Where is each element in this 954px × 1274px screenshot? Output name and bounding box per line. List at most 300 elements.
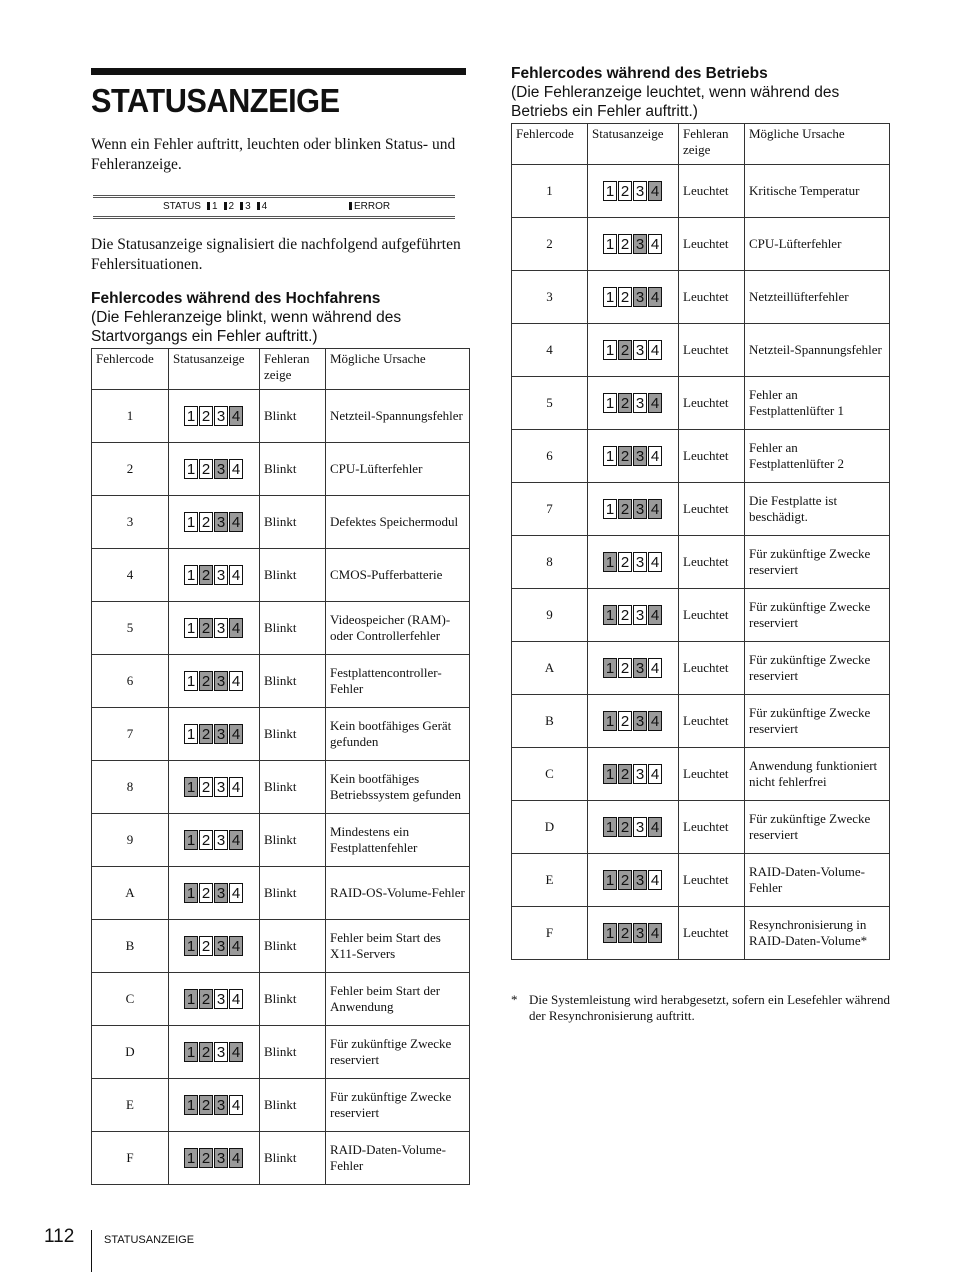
led-indicator-2-on: 2 xyxy=(199,1095,213,1115)
status-leds-cell xyxy=(588,536,679,589)
led-indicator-3-off: 3 xyxy=(633,764,647,784)
error-indicator-cell: Leuchtet xyxy=(679,218,745,271)
table-row xyxy=(92,602,470,655)
column-header: Fehleran zeige xyxy=(679,124,745,165)
led-indicator-4-on: 4 xyxy=(648,711,662,731)
table-row xyxy=(512,271,890,324)
error-code-cell: 8 xyxy=(512,536,588,589)
table-row xyxy=(92,920,470,973)
led-indicator-2-on: 2 xyxy=(618,764,632,784)
led-label-3: 3 xyxy=(245,201,251,212)
led-tick-icon xyxy=(224,202,227,210)
possible-cause-cell: Kein bootfähiges Gerät gefunden xyxy=(326,708,470,761)
footer-divider xyxy=(91,1230,92,1272)
led-indicator-4-on: 4 xyxy=(648,181,662,201)
led-indicator-2-on: 2 xyxy=(199,618,213,638)
led-indicator-2-off: 2 xyxy=(618,287,632,307)
table-row xyxy=(512,748,890,801)
error-indicator-cell: Blinkt xyxy=(260,1132,326,1185)
led-indicator-1-off: 1 xyxy=(184,459,198,479)
table-row xyxy=(92,443,470,496)
table-header-row xyxy=(512,124,890,165)
led-indicator-3-on: 3 xyxy=(633,499,647,519)
status-label: STATUS xyxy=(163,201,201,212)
status-led-group xyxy=(603,764,662,784)
operation-table-body xyxy=(512,165,890,960)
status-led-group xyxy=(603,605,662,625)
status-led-group xyxy=(603,870,662,890)
status-leds-cell xyxy=(169,761,260,814)
table-row xyxy=(512,324,890,377)
error-code-cell: D xyxy=(92,1026,169,1079)
led-indicator-4-on: 4 xyxy=(648,393,662,413)
column-header: Mögliche Ursache xyxy=(326,349,470,390)
led-indicator-4-off: 4 xyxy=(229,883,243,903)
possible-cause-cell: Anwendung funktioniert nicht fehlerfrei xyxy=(745,748,890,801)
status-led-group xyxy=(184,724,243,744)
led-indicator-3-off: 3 xyxy=(633,181,647,201)
error-indicator-cell: Leuchtet xyxy=(679,801,745,854)
led-indicator-2-off: 2 xyxy=(199,883,213,903)
led-indicator-4-on: 4 xyxy=(648,923,662,943)
led-indicator-1-on: 1 xyxy=(603,605,617,625)
led-indicator-4-on: 4 xyxy=(648,605,662,625)
table-row xyxy=(92,867,470,920)
error-code-cell: 7 xyxy=(512,483,588,536)
led-indicator-1-on: 1 xyxy=(184,1042,198,1062)
boot-heading: Fehlercodes während des Hochfahrens xyxy=(91,290,381,307)
led-indicator-1-on: 1 xyxy=(603,764,617,784)
error-code-cell: 5 xyxy=(512,377,588,430)
led-indicator-1-on: 1 xyxy=(603,711,617,731)
led-indicator-1-on: 1 xyxy=(603,658,617,678)
left-column xyxy=(91,68,468,1185)
status-leds-cell xyxy=(588,642,679,695)
led-indicator-3-on: 3 xyxy=(214,724,228,744)
led-indicator-3-on: 3 xyxy=(633,870,647,890)
led-indicator-2-on: 2 xyxy=(618,340,632,360)
led-indicator-1-off: 1 xyxy=(603,499,617,519)
table-header-row xyxy=(92,349,470,390)
led-indicator-2-on: 2 xyxy=(199,1148,213,1168)
led-indicator-2-off: 2 xyxy=(618,181,632,201)
table-row xyxy=(92,973,470,1026)
led-indicator-3-on: 3 xyxy=(633,658,647,678)
led-indicator-3-on: 3 xyxy=(214,671,228,691)
error-indicator-cell: Blinkt xyxy=(260,1079,326,1132)
led-indicator-3-off: 3 xyxy=(633,393,647,413)
led-indicator-3-off: 3 xyxy=(214,989,228,1009)
led-indicator-1-on: 1 xyxy=(184,1095,198,1115)
table-row xyxy=(512,536,890,589)
status-indicator-diagram xyxy=(93,195,455,219)
led-indicator-4-on: 4 xyxy=(229,1042,243,1062)
possible-cause-cell: Fehler beim Start des X11-Servers xyxy=(326,920,470,973)
error-indicator-cell: Leuchtet xyxy=(679,430,745,483)
led-indicator-4-off: 4 xyxy=(229,989,243,1009)
status-led-group xyxy=(603,552,662,572)
status-led-group xyxy=(603,499,662,519)
error-code-cell: 2 xyxy=(512,218,588,271)
possible-cause-cell: RAID-Daten-Volume-Fehler xyxy=(326,1132,470,1185)
error-code-cell: 8 xyxy=(92,761,169,814)
error-code-cell: 1 xyxy=(512,165,588,218)
possible-cause-cell: CMOS-Pufferbatterie xyxy=(326,549,470,602)
status-led-group xyxy=(603,287,662,307)
column-header: Statusanzeige xyxy=(169,349,260,390)
led-indicator-3-off: 3 xyxy=(214,830,228,850)
error-indicator-cell: Leuchtet xyxy=(679,907,745,960)
error-indicator-cell: Blinkt xyxy=(260,390,326,443)
led-indicator-3-off: 3 xyxy=(214,406,228,426)
led-indicator-4-on: 4 xyxy=(648,499,662,519)
status-leds-cell xyxy=(169,814,260,867)
led-indicator-1-on: 1 xyxy=(184,1148,198,1168)
led-indicator-2-off: 2 xyxy=(199,830,213,850)
led-indicator-4-off: 4 xyxy=(648,234,662,254)
possible-cause-cell: Für zukünftige Zwecke reserviert xyxy=(745,536,890,589)
error-indicator-cell: Leuchtet xyxy=(679,483,745,536)
led-indicator-3-off: 3 xyxy=(214,618,228,638)
led-indicator-1-on: 1 xyxy=(603,923,617,943)
error-indicator-cell: Blinkt xyxy=(260,973,326,1026)
led-indicator-2-off: 2 xyxy=(618,234,632,254)
led-indicator-4-on: 4 xyxy=(648,287,662,307)
led-indicator-1-on: 1 xyxy=(184,830,198,850)
status-leds-cell xyxy=(169,549,260,602)
led-indicator-3-on: 3 xyxy=(633,923,647,943)
error-code-cell: A xyxy=(512,642,588,695)
led-indicator-4-on: 4 xyxy=(229,406,243,426)
status-led-group xyxy=(603,181,662,201)
led-indicator-4-off: 4 xyxy=(648,764,662,784)
status-led-group xyxy=(603,817,662,837)
possible-cause-cell: Fehler an Festplattenlüfter 2 xyxy=(745,430,890,483)
error-code-cell: 4 xyxy=(92,549,169,602)
led-indicator-1-on: 1 xyxy=(603,870,617,890)
error-indicator-cell: Leuchtet xyxy=(679,589,745,642)
status-leds-cell xyxy=(169,1079,260,1132)
led-indicator-2-on: 2 xyxy=(618,923,632,943)
table-row xyxy=(92,496,470,549)
status-leds-cell xyxy=(169,920,260,973)
status-led-group xyxy=(184,1042,243,1062)
error-code-cell: C xyxy=(512,748,588,801)
led-indicator-2-on: 2 xyxy=(199,724,213,744)
status-leds-cell xyxy=(169,973,260,1026)
led-indicator-4-on: 4 xyxy=(229,512,243,532)
led-indicator-4-off: 4 xyxy=(648,658,662,678)
led-indicator-1-off: 1 xyxy=(603,181,617,201)
led-indicator-2-off: 2 xyxy=(199,459,213,479)
table-row xyxy=(92,1132,470,1185)
table-row xyxy=(512,854,890,907)
table-row xyxy=(512,907,890,960)
error-code-cell: 9 xyxy=(92,814,169,867)
led-indicator-2-off: 2 xyxy=(618,605,632,625)
led-indicator-2-off: 2 xyxy=(618,658,632,678)
led-indicator-1-off: 1 xyxy=(184,512,198,532)
status-leds-cell xyxy=(588,695,679,748)
led-indicator-2-on: 2 xyxy=(199,989,213,1009)
possible-cause-cell: Netzteil-Spannungsfehler xyxy=(326,390,470,443)
error-code-cell: B xyxy=(512,695,588,748)
led-indicator-1-on: 1 xyxy=(603,552,617,572)
error-code-cell: E xyxy=(512,854,588,907)
possible-cause-cell: Für zukünftige Zwecke reserviert xyxy=(745,801,890,854)
error-indicator-cell: Leuchtet xyxy=(679,854,745,907)
led-indicator-1-off: 1 xyxy=(184,565,198,585)
table-row xyxy=(92,761,470,814)
table-row xyxy=(512,430,890,483)
status-leds-cell xyxy=(588,854,679,907)
led-indicator-4-off: 4 xyxy=(648,870,662,890)
led-tick-icon xyxy=(207,202,210,210)
error-code-cell: 3 xyxy=(92,496,169,549)
possible-cause-cell: RAID-OS-Volume-Fehler xyxy=(326,867,470,920)
led-indicator-4-on: 4 xyxy=(229,830,243,850)
operation-heading: Fehlercodes während des Betriebs xyxy=(511,65,768,82)
led-indicator-3-off: 3 xyxy=(214,565,228,585)
status-strip-left xyxy=(163,198,267,216)
error-code-cell: 4 xyxy=(512,324,588,377)
error-code-cell: 6 xyxy=(92,655,169,708)
column-header: Statusanzeige xyxy=(588,124,679,165)
error-code-cell: 3 xyxy=(512,271,588,324)
status-led-group xyxy=(184,777,243,797)
led-indicator-1-off: 1 xyxy=(603,393,617,413)
status-leds-cell xyxy=(169,443,260,496)
led-indicator-4-on: 4 xyxy=(229,724,243,744)
status-leds-cell xyxy=(169,602,260,655)
possible-cause-cell: Kritische Temperatur xyxy=(745,165,890,218)
possible-cause-cell: Mindestens ein Festplattenfehler xyxy=(326,814,470,867)
led-indicator-1-off: 1 xyxy=(184,406,198,426)
error-indicator-cell: Blinkt xyxy=(260,761,326,814)
error-code-cell: A xyxy=(92,867,169,920)
error-indicator-cell: Blinkt xyxy=(260,1026,326,1079)
status-led-group xyxy=(184,618,243,638)
error-code-cell: 2 xyxy=(92,443,169,496)
error-indicator-cell: Blinkt xyxy=(260,814,326,867)
error-indicator-cell: Leuchtet xyxy=(679,377,745,430)
led-indicator-1-off: 1 xyxy=(603,446,617,466)
led-indicator-4-on: 4 xyxy=(229,936,243,956)
status-leds-cell xyxy=(169,708,260,761)
error-indicator-cell: Leuchtet xyxy=(679,695,745,748)
led-indicator-3-off: 3 xyxy=(214,1042,228,1062)
led-indicator-2-on: 2 xyxy=(199,1042,213,1062)
possible-cause-cell: Netzteillüfterfehler xyxy=(745,271,890,324)
led-indicator-3-on: 3 xyxy=(214,512,228,532)
status-leds-cell xyxy=(588,907,679,960)
status-leds-cell xyxy=(588,801,679,854)
status-leds-cell xyxy=(588,218,679,271)
error-code-cell: B xyxy=(92,920,169,973)
status-leds-cell xyxy=(169,1132,260,1185)
status-led-group xyxy=(184,565,243,585)
led-indicator-4-on: 4 xyxy=(229,1148,243,1168)
led-indicator-1-on: 1 xyxy=(603,817,617,837)
led-indicator-1-off: 1 xyxy=(603,234,617,254)
led-indicator-3-off: 3 xyxy=(633,552,647,572)
led-indicator-3-on: 3 xyxy=(633,234,647,254)
error-code-cell: F xyxy=(512,907,588,960)
error-code-cell: E xyxy=(92,1079,169,1132)
status-leds-cell xyxy=(169,1026,260,1079)
error-indicator-cell: Leuchtet xyxy=(679,642,745,695)
error-indicator-cell: Leuchtet xyxy=(679,271,745,324)
operation-subheading: (Die Fehleranzeige leuchtet, wenn während des Betriebs ein Fehler auftritt.) xyxy=(511,84,840,120)
led-indicator-3-off: 3 xyxy=(633,340,647,360)
error-indicator-cell: Blinkt xyxy=(260,602,326,655)
status-led-group xyxy=(603,446,662,466)
error-indicator-cell: Leuchtet xyxy=(679,324,745,377)
status-led-group xyxy=(184,989,243,1009)
led-tick-icon xyxy=(257,202,260,210)
table-row xyxy=(512,642,890,695)
led-indicator-4-off: 4 xyxy=(648,446,662,466)
status-led-group xyxy=(184,936,243,956)
status-leds-cell xyxy=(169,867,260,920)
led-indicator-3-off: 3 xyxy=(633,817,647,837)
led-indicator-1-off: 1 xyxy=(184,671,198,691)
table-row xyxy=(92,708,470,761)
error-code-cell: F xyxy=(92,1132,169,1185)
table-row xyxy=(92,1026,470,1079)
possible-cause-cell: Fehler an Festplattenlüfter 1 xyxy=(745,377,890,430)
led-indicator-3-on: 3 xyxy=(214,936,228,956)
intro-paragraph: Wenn ein Fehler auftritt, leuchten oder blinken Status- und Fehleranzeige. xyxy=(91,136,456,173)
status-led-group xyxy=(184,406,243,426)
led-indicator-2-on: 2 xyxy=(618,870,632,890)
led-label-1: 1 xyxy=(211,201,218,212)
led-indicator-3-on: 3 xyxy=(214,883,228,903)
status-leds-cell xyxy=(169,390,260,443)
status-led-group xyxy=(184,883,243,903)
possible-cause-cell: Kein bootfähiges Betriebssystem gefunden xyxy=(326,761,470,814)
led-indicator-1-off: 1 xyxy=(603,287,617,307)
column-header: Fehlercode xyxy=(92,349,169,390)
error-indicator-cell: Blinkt xyxy=(260,708,326,761)
boot-table-body xyxy=(92,390,470,1185)
led-indicator-4-off: 4 xyxy=(648,552,662,572)
table-row xyxy=(512,801,890,854)
led-indicator-3-on: 3 xyxy=(214,459,228,479)
footnote xyxy=(511,992,891,1024)
possible-cause-cell: Für zukünftige Zwecke reserviert xyxy=(745,642,890,695)
status-led-group xyxy=(184,1148,243,1168)
column-header: Fehleran zeige xyxy=(260,349,326,390)
status-led-group xyxy=(603,658,662,678)
table-row xyxy=(512,483,890,536)
error-indicator-cell: Blinkt xyxy=(260,549,326,602)
error-indicator-cell: Blinkt xyxy=(260,443,326,496)
status-leds-cell xyxy=(588,430,679,483)
column-header: Mögliche Ursache xyxy=(745,124,890,165)
boot-section xyxy=(91,289,468,1185)
table-row xyxy=(512,165,890,218)
led-indicator-3-on: 3 xyxy=(633,446,647,466)
led-indicator-4-on: 4 xyxy=(229,618,243,638)
status-leds-cell xyxy=(588,589,679,642)
possible-cause-cell: Festplattencontroller-Fehler xyxy=(326,655,470,708)
led-indicator-1-off: 1 xyxy=(184,618,198,638)
led-indicator-4-off: 4 xyxy=(648,340,662,360)
possible-cause-cell: Resynchronisierung in RAID-Daten-Volume* xyxy=(745,907,890,960)
possible-cause-cell: Defektes Speichermodul xyxy=(326,496,470,549)
table-row xyxy=(92,390,470,443)
status-led-group xyxy=(603,711,662,731)
led-indicator-1-on: 1 xyxy=(184,883,198,903)
column-header: Fehlercode xyxy=(512,124,588,165)
table-row xyxy=(512,695,890,748)
table-row xyxy=(512,218,890,271)
possible-cause-cell: Für zukünftige Zwecke reserviert xyxy=(326,1079,470,1132)
led-indicator-4-off: 4 xyxy=(229,565,243,585)
led-indicator-4-off: 4 xyxy=(229,459,243,479)
led-label-4: 4 xyxy=(261,201,268,212)
led-indicator-2-on: 2 xyxy=(199,565,213,585)
error-led-tick-icon xyxy=(349,202,352,210)
error-code-cell: 7 xyxy=(92,708,169,761)
error-code-cell: D xyxy=(512,801,588,854)
footer-label: STATUSANZEIGE xyxy=(104,1234,195,1246)
led-indicator-3-on: 3 xyxy=(633,287,647,307)
led-indicator-2-on: 2 xyxy=(618,817,632,837)
led-indicator-2-on: 2 xyxy=(199,671,213,691)
status-led-group xyxy=(184,1095,243,1115)
led-indicator-3-on: 3 xyxy=(214,1095,228,1115)
error-code-cell: C xyxy=(92,973,169,1026)
status-led-group xyxy=(184,830,243,850)
led-indicator-1-on: 1 xyxy=(184,989,198,1009)
error-label: ERROR xyxy=(354,201,391,212)
led-indicator-3-off: 3 xyxy=(633,605,647,625)
led-indicator-2-on: 2 xyxy=(618,446,632,466)
status-leds-cell xyxy=(588,165,679,218)
error-code-cell: 6 xyxy=(512,430,588,483)
status-strip-right xyxy=(343,198,390,216)
status-leds-cell xyxy=(169,496,260,549)
led-indicator-2-off: 2 xyxy=(618,711,632,731)
error-code-cell: 5 xyxy=(92,602,169,655)
led-indicator-3-off: 3 xyxy=(214,777,228,797)
error-indicator-cell: Leuchtet xyxy=(679,748,745,801)
boot-error-table xyxy=(91,348,470,1185)
title-bar xyxy=(91,68,466,75)
status-led-group xyxy=(184,459,243,479)
status-led-group xyxy=(184,671,243,691)
possible-cause-cell: RAID-Daten-Volume-Fehler xyxy=(745,854,890,907)
status-led-group xyxy=(603,393,662,413)
led-indicator-4-off: 4 xyxy=(229,671,243,691)
table-row xyxy=(512,589,890,642)
possible-cause-cell: Für zukünftige Zwecke reserviert xyxy=(745,589,890,642)
possible-cause-cell: Für zukünftige Zwecke reserviert xyxy=(326,1026,470,1079)
status-led-group xyxy=(603,234,662,254)
led-indicator-3-on: 3 xyxy=(633,711,647,731)
footnote-marker: * xyxy=(511,992,518,1007)
led-indicator-2-off: 2 xyxy=(199,777,213,797)
possible-cause-cell: Die Festplatte ist beschädigt. xyxy=(745,483,890,536)
led-indicator-4-off: 4 xyxy=(229,1095,243,1115)
possible-cause-cell: Netzteil-Spannungsfehler xyxy=(745,324,890,377)
status-led-group xyxy=(184,512,243,532)
possible-cause-cell: CPU-Lüfterfehler xyxy=(745,218,890,271)
footnote-text: Die Systemleistung wird herabgesetzt, sofern ein Lesefehler während der Resynchronisierung auftritt. xyxy=(529,992,890,1023)
led-indicator-2-on: 2 xyxy=(618,499,632,519)
